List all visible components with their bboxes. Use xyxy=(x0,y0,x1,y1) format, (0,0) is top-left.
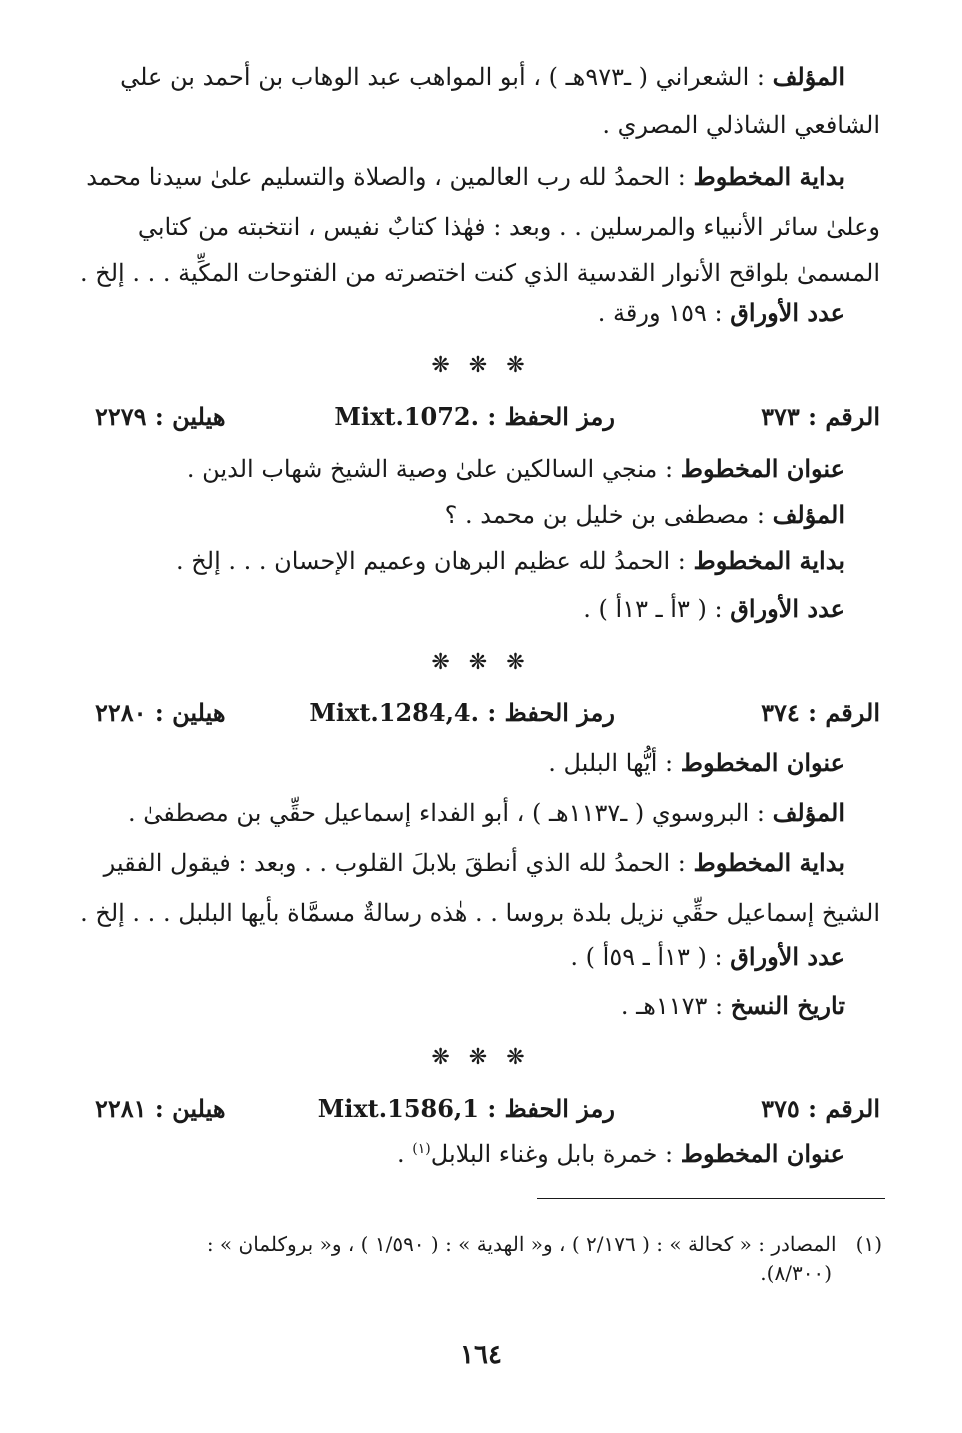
footnote xyxy=(95,1232,882,1286)
footnote-marker: (١) xyxy=(855,1232,882,1256)
beginning-line: بداية المخطوط : الحمدُ لله الذي أنطقَ بلابلَ القلوب . . وبعد : فيقول الفقير xyxy=(103,848,845,877)
footnote-reference[interactable]: (١) xyxy=(412,1141,431,1157)
shelfmark: رمز الحفظ : Mixt.1072. xyxy=(334,402,615,431)
footnote-line: (٨/٣٠٠). xyxy=(760,1261,832,1285)
footnote-line: (١) المصادر : « كحالة » : ( ٢/١٧٦ ) ، و« الهدية » : ( ١/٥٩٠ ) ، و« بروكلمان » : xyxy=(206,1232,882,1256)
helen-number: هيلين : ٢٢٧٩ xyxy=(95,402,226,431)
author-line: المؤلف : الشعراني ( ـ٩٧٣هـ ) ، أبو المواهب عبد الوهاب بن أحمد بن علي xyxy=(120,62,845,91)
entry-number: الرقم : ٣٧٣ xyxy=(761,402,880,431)
section-separator: ❋ ❋ ❋ xyxy=(431,1045,531,1070)
entry-header xyxy=(95,698,880,730)
beginning-line-continuation: المسمىٰ بلواقح الأنوار القدسية الذي كنت اختصرته من الفتوحات المكِّية . . . إلخ . xyxy=(79,259,880,287)
section-separator: ❋ ❋ ❋ xyxy=(431,353,531,378)
shelfmark: رمز الحفظ : Mixt.1284,4. xyxy=(309,698,615,727)
title-line: عنوان المخطوط : خمرة بابل وغناء البلابل$^{(١)}$ . xyxy=(397,1139,845,1168)
entry-number: الرقم : ٣٧٥ xyxy=(761,1094,880,1123)
title-line: عنوان المخطوط : منجي السالكين علىٰ وصية الشيخ شهاب الدين . xyxy=(186,454,845,483)
shelfmark: رمز الحفظ : Mixt.1586,1 xyxy=(317,1094,615,1123)
beginning-line-continuation: الشيخ إسماعيل حقِّي نزيل بلدة بروسا . . هٰذه رسالةٌ مسمَّاة بأيها البلبل . . . إلخ . xyxy=(80,899,880,927)
folios-line: عدد الأوراق : ( ٣أ ـ ١٣أ ) . xyxy=(583,594,845,623)
section-separator: ❋ ❋ ❋ xyxy=(431,650,531,675)
helen-number: هيلين : ٢٢٨١ xyxy=(95,1094,226,1123)
author-line: المؤلف : مصطفى بن خليل بن محمد . ؟ xyxy=(444,500,845,529)
author-line-continuation: الشافعي الشاذلي المصري . xyxy=(602,111,880,139)
page-number: ١٦٤ xyxy=(460,1340,502,1370)
folios-line: عدد الأوراق : ( ١٣أ ـ ٥٩أ ) . xyxy=(570,942,845,971)
helen-number: هيلين : ٢٢٨٠ xyxy=(95,698,226,727)
title-line: عنوان المخطوط : أيُّها البلبل . xyxy=(548,748,845,777)
author-line: المؤلف : البروسوي ( ـ١١٣٧هـ ) ، أبو الفداء إسماعيل حقِّي بن مصطفىٰ . xyxy=(128,798,845,827)
beginning-line: بداية المخطوط : الحمدُ لله عظيم البرهان وعميم الإحسان . . . إلخ . xyxy=(176,546,845,575)
entry-header xyxy=(95,1094,880,1126)
entry-number: الرقم : ٣٧٤ xyxy=(761,698,880,727)
beginning-line: بداية المخطوط : الحمدُ لله رب العالمين ، والصلاة والتسليم علىٰ سيدنا محمد xyxy=(86,162,845,191)
beginning-line-continuation: وعلىٰ سائر الأنبياء والمرسلين . . وبعد : فهٰذا كتابٌ نفيس ، انتخبته من كتابي xyxy=(137,213,880,241)
copy-date-line: تاريخ النسخ : ١١٧٣هـ . xyxy=(620,991,845,1020)
entry-header xyxy=(95,402,880,434)
folios-line: عدد الأوراق : ١٥٩ ورقة . xyxy=(597,298,845,327)
footnote-divider xyxy=(537,1198,885,1199)
